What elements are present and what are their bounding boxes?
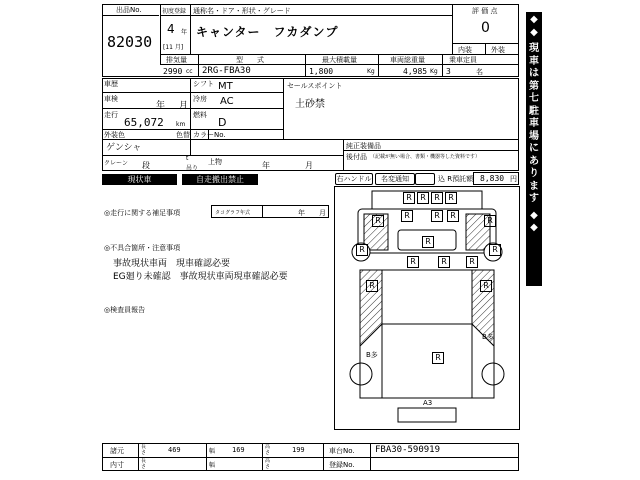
- damage-mark-b-left: B多: [366, 351, 378, 359]
- inspector-label: ◎検査員報告: [104, 306, 146, 314]
- load-label: 最大積載量: [322, 56, 357, 64]
- inspection-month: 月: [179, 101, 189, 111]
- shift-value: MT: [218, 81, 233, 92]
- car-name: キャンター フカダンプ: [196, 25, 339, 39]
- damage-mark-r: R: [431, 210, 443, 222]
- fuel-value: D: [218, 116, 227, 129]
- height-value: 199: [292, 446, 305, 454]
- load-value: 1,800: [309, 67, 334, 76]
- banner-char: 駐: [529, 105, 539, 117]
- length-label: 長さ: [141, 444, 147, 456]
- equipment-label: 純正装備品: [346, 142, 381, 150]
- damage-mark-r: R: [484, 215, 496, 227]
- vin-value: FBA30-590919: [375, 445, 441, 455]
- banner-char: ◆: [530, 209, 538, 221]
- divider: [305, 54, 306, 77]
- damage-mark-r: R: [489, 244, 501, 256]
- dims-label: 諸元: [110, 447, 124, 455]
- crane-hook: 吊り: [186, 165, 199, 172]
- divider: [102, 457, 519, 458]
- damage-mark-r: R: [432, 352, 444, 364]
- width-value: 169: [232, 446, 245, 454]
- mileage-label: 走行: [104, 111, 118, 119]
- capacity-unit: 名: [476, 68, 483, 76]
- divider: [102, 139, 519, 140]
- divider: [102, 155, 343, 156]
- crane-ton: t: [186, 155, 189, 162]
- first-reg-year: 4: [167, 22, 175, 36]
- damage-mark-r: R: [417, 192, 429, 204]
- name-change-box: 名変通知: [375, 173, 415, 185]
- driving-note-label: ◎走行に関する補足事項: [104, 209, 181, 217]
- divider: [262, 205, 263, 218]
- banner-char: 現: [529, 43, 539, 54]
- banner-char: 場: [529, 130, 539, 142]
- load-unit: Kg: [367, 68, 375, 75]
- divider: [102, 92, 283, 93]
- divider: [343, 139, 344, 171]
- lot-number: 82030: [107, 33, 153, 51]
- inner-width-label: 幅: [209, 462, 216, 469]
- interior-label: 内装: [458, 46, 472, 54]
- score-label: 評 価 点: [472, 7, 498, 15]
- sales-point-value: 土砂禁: [295, 99, 325, 110]
- first-reg-label: 初度登録: [162, 8, 187, 15]
- upper-month: 月: [305, 161, 313, 170]
- damage-mark-b-right: B多: [482, 333, 494, 341]
- banner-char: に: [529, 143, 539, 154]
- banner-char: り: [529, 168, 539, 179]
- damage-mark-r: R: [403, 192, 415, 204]
- color-no-label: 色替: [176, 131, 190, 139]
- divider: [485, 43, 486, 54]
- divider: [262, 443, 263, 471]
- damage-mark-r: R: [422, 236, 434, 248]
- banner-char: 車: [529, 118, 539, 129]
- banner-char: ◆: [530, 222, 538, 233]
- exterior-label: 外装: [491, 46, 505, 54]
- divider: [283, 78, 284, 139]
- defect-label: ◎不具合箇所・注意事項: [104, 244, 181, 252]
- divider: [442, 54, 443, 77]
- color-no-label-2: カラーNo.: [193, 131, 226, 139]
- banner-char: す: [529, 193, 539, 204]
- grade-label: 通称名・ドア・形状・グレード: [193, 7, 291, 15]
- recycle-label: 込 R預託額: [438, 175, 474, 183]
- disp-label: 排気量: [166, 56, 187, 64]
- damage-mark-r: R: [431, 192, 443, 204]
- lot-label: 出品No.: [116, 6, 142, 14]
- length-value: 469: [168, 446, 181, 454]
- tacho-year: 年: [298, 209, 305, 217]
- damage-mark-r: R: [438, 256, 450, 268]
- first-reg-month: [11 月]: [163, 44, 184, 51]
- current-car-tag: 現状車: [102, 174, 177, 185]
- handle-box: 右ハンドル: [336, 175, 372, 183]
- damage-mark-r: R: [480, 280, 492, 292]
- width-label: 幅: [209, 448, 216, 455]
- upper-label: 上物: [208, 158, 222, 166]
- crane-step: 段: [142, 161, 150, 170]
- ext-color-label: 外装色: [104, 131, 125, 139]
- defect-line-1: 事故現状車両 現車確認必要: [113, 259, 231, 269]
- score-value: 0: [481, 20, 490, 36]
- divider: [198, 54, 199, 77]
- capacity-label: 乗車定員: [449, 56, 477, 64]
- reg-label: 登録No.: [329, 461, 355, 469]
- mileage-unit: km: [176, 121, 186, 128]
- damage-mark-r: R: [407, 256, 419, 268]
- upper-year: 年: [262, 161, 270, 170]
- damage-mark-r: R: [372, 215, 384, 227]
- divider: [452, 4, 453, 54]
- vin-label: 車台No.: [329, 447, 355, 455]
- after-note: （記載が無い場合、書類・機器等した資料です）: [370, 154, 481, 160]
- height-label: 高さ: [265, 444, 271, 456]
- capacity-value: 3: [446, 67, 451, 76]
- damage-mark-r: R: [447, 210, 459, 222]
- defect-line-2: EG廻り未確認 事故現状車両現車確認必要: [113, 272, 288, 282]
- gross-unit: Kg: [430, 68, 438, 75]
- divider: [138, 443, 139, 471]
- inner-length-label: 長さ: [141, 458, 147, 470]
- name-change-value-box: [415, 173, 435, 185]
- divider: [190, 4, 191, 54]
- divider: [206, 443, 207, 471]
- damage-mark-a3: A3: [423, 399, 433, 407]
- banner-char: ま: [529, 180, 539, 192]
- banner-char: あ: [529, 155, 539, 167]
- ext-color-value: ゲンシャ: [106, 143, 142, 153]
- banner-char: ◆: [530, 14, 538, 25]
- ac-label: 冷房: [193, 95, 207, 103]
- mileage-value: 65,072: [124, 116, 164, 129]
- tacho-label: タコグラフ年式: [215, 210, 251, 216]
- inspection-year: 年: [156, 101, 166, 111]
- banner-char: 第: [529, 80, 539, 92]
- divider: [160, 4, 161, 64]
- recycle-value: 8,830: [480, 174, 505, 183]
- gross-label: 車両総重量: [390, 56, 425, 64]
- fuel-label: 燃料: [193, 111, 207, 119]
- inner-height-label: 高さ: [265, 458, 271, 470]
- first-reg-year-unit: 年: [181, 29, 188, 36]
- crane-label: クレーン: [104, 160, 128, 167]
- damage-mark-r: R: [445, 192, 457, 204]
- divider: [102, 108, 283, 109]
- gross-value: 4,985: [403, 67, 428, 76]
- inspection-label: 車検: [104, 95, 118, 103]
- banner-char: 七: [529, 93, 539, 104]
- damage-mark-r: R: [401, 210, 413, 222]
- tacho-month: 月: [319, 209, 326, 217]
- recycle-unit: 円: [510, 175, 517, 183]
- model-value: 2RG-FBA30: [202, 66, 251, 76]
- ac-value: AC: [220, 96, 234, 107]
- no-self-drive-tag: 自走搬出禁止: [182, 174, 258, 185]
- location-banner: [526, 12, 542, 286]
- after-label: 後付品: [346, 153, 367, 161]
- damage-mark-r: R: [366, 280, 378, 292]
- disp-unit: cc: [186, 68, 193, 75]
- divider: [102, 15, 159, 16]
- damage-mark-r: R: [466, 256, 478, 268]
- divider: [370, 443, 371, 471]
- damage-mark-r: R: [356, 244, 368, 256]
- shift-label: シフト: [193, 80, 214, 88]
- inner-label: 内寸: [110, 461, 124, 469]
- sales-point-label: セールスポイント: [287, 82, 343, 90]
- car-history-label: 車歴: [104, 80, 118, 88]
- banner-char: は: [529, 68, 539, 79]
- banner-char: 車: [529, 55, 539, 67]
- divider: [323, 443, 324, 471]
- banner-char: ◆: [530, 26, 538, 38]
- model-label: 型 式: [236, 56, 264, 64]
- divider: [378, 54, 379, 77]
- disp-value: 2990: [163, 67, 183, 76]
- divider: [190, 78, 191, 155]
